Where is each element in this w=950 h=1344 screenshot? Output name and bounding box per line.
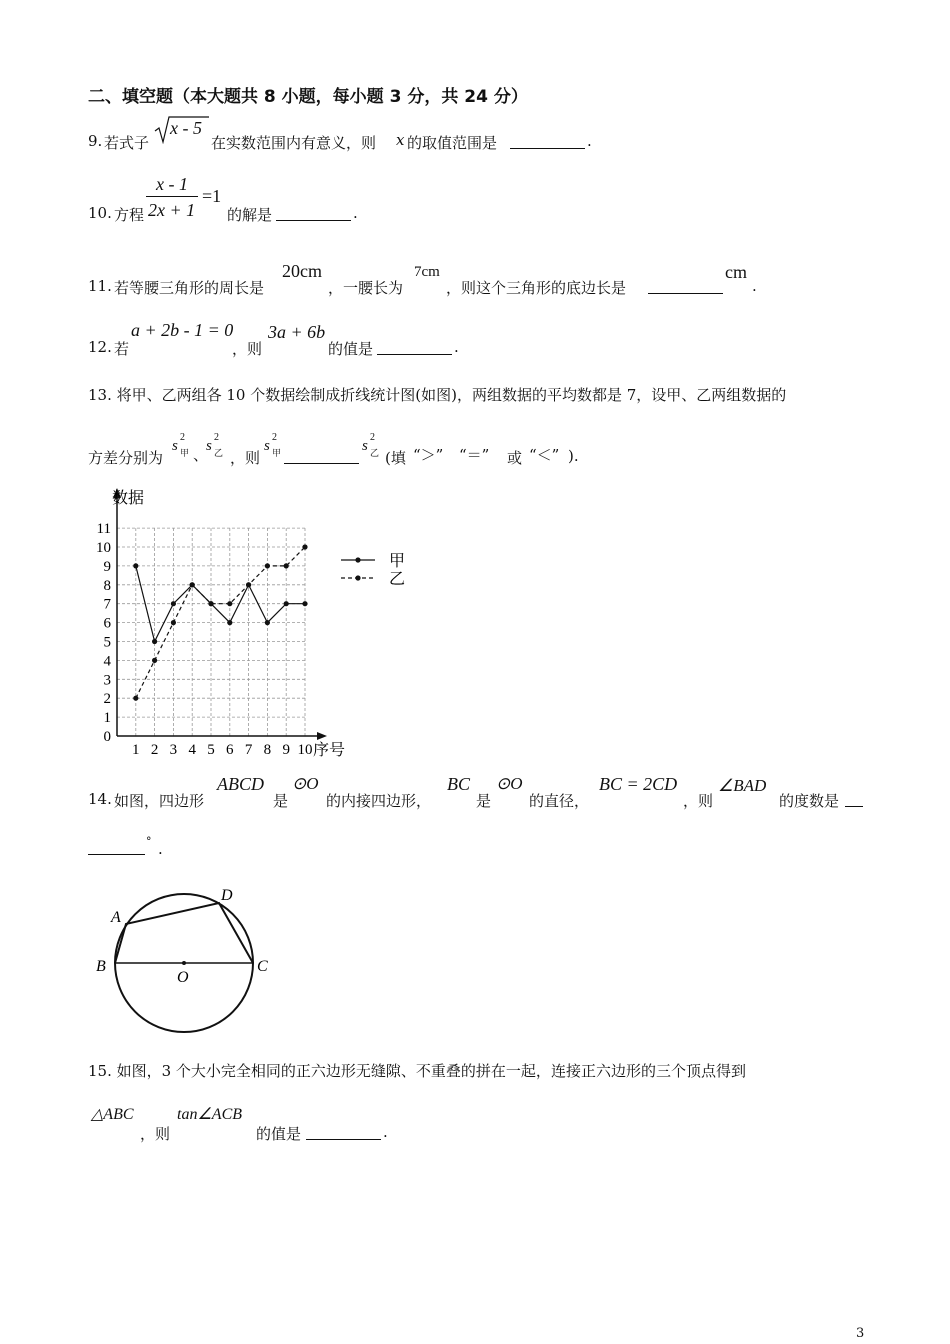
data-point-series-2: [302, 544, 307, 549]
q9-answer-blank[interactable]: [510, 134, 585, 149]
fraction-bar: [146, 196, 198, 197]
variance-jia-sup: 2: [180, 432, 185, 443]
label-d: D: [221, 887, 233, 904]
q13-post-fill: (填: [385, 449, 406, 467]
q14-degree: °: [146, 835, 152, 848]
q10-post: 的解是: [227, 206, 273, 224]
q13-line1: 13. 将甲、乙两组各 10 个数据绘制成折线统计图(如图)，两组数据的平均数都是 7，设甲、乙两组数据的: [88, 386, 787, 404]
q13-post-lt: “＜”: [529, 446, 560, 464]
data-point-series-1: [284, 601, 289, 606]
legend-marker-1: [355, 557, 360, 562]
q10-denominator: 2x + 1: [148, 200, 196, 220]
data-point-series-1: [133, 563, 138, 568]
q9-number: 9.: [88, 132, 103, 150]
q15-end: .: [383, 1123, 388, 1141]
y-tick-label: 0: [103, 729, 111, 745]
label-b: B: [96, 958, 106, 975]
x-tick-label: 4: [188, 742, 196, 758]
q15-triangle: △ABC: [91, 1106, 134, 1123]
q14-is2: 是: [476, 792, 492, 810]
legend-marker-2: [355, 575, 360, 580]
q12-pre: 若: [114, 340, 130, 358]
y-tick-label: 1: [103, 710, 111, 727]
page-number: 3: [856, 1326, 865, 1341]
q13-answer-blank[interactable]: [284, 449, 359, 464]
y-tick-label: 9: [103, 558, 111, 575]
q14-answer-blank-part2[interactable]: [88, 840, 145, 855]
q11-end: .: [752, 277, 757, 295]
variance-yi-sub: 乙: [214, 449, 224, 459]
variance-jia-sup-2: 2: [272, 432, 277, 443]
y-tick-label: 11: [96, 521, 111, 538]
data-point-series-1: [227, 620, 232, 625]
data-point-series-2: [152, 658, 157, 663]
q15-tan: tan∠ACB: [177, 1106, 243, 1123]
quadrilateral-abcd: [115, 903, 253, 963]
data-point-series-2: [190, 582, 195, 587]
q9-pre: 若式子: [104, 134, 150, 152]
q9-end: .: [587, 132, 592, 150]
legend-label-2: 乙: [389, 571, 406, 588]
q14-circle1: ⊙O: [292, 774, 319, 793]
q11-leg: 7cm: [414, 264, 440, 280]
q11-post: ，则这个三角形的底边长是: [446, 279, 627, 297]
q11-answer-blank[interactable]: [648, 279, 723, 294]
y-tick-label: 8: [103, 577, 111, 594]
x-tick-label: 10: [297, 742, 313, 758]
data-point-series-1: [171, 601, 176, 606]
y-tick-label: 2: [103, 691, 111, 708]
data-point-series-1: [152, 639, 157, 644]
q12-answer-blank[interactable]: [377, 340, 452, 355]
q14-condition: BC = 2CD: [599, 774, 678, 794]
line-chart: [85, 484, 425, 764]
q14-mid3: ，则: [683, 792, 714, 810]
x-tick-label: 5: [207, 742, 215, 758]
center-point: [182, 961, 186, 965]
q13-pre: 方差分别为: [88, 449, 164, 467]
q13-post-eq: “＝”: [459, 446, 490, 464]
label-o: O: [177, 969, 189, 986]
label-c: C: [257, 958, 268, 975]
q12-mid: ，则: [232, 340, 263, 358]
q14-number: 14.: [88, 790, 112, 808]
variance-jia-s: s: [172, 438, 178, 454]
data-point-series-2: [208, 601, 213, 606]
q13-sep: 、: [193, 446, 209, 464]
q14-answer-blank-part1[interactable]: [845, 792, 863, 807]
data-point-series-2: [133, 696, 138, 701]
q13-post-end: ).: [568, 447, 579, 465]
circle-figure: [90, 878, 290, 1038]
q12-condition: a + 2b - 1 = 0: [131, 320, 234, 340]
q12-number: 12.: [88, 338, 112, 356]
q12-expression: 3a + 6b: [268, 322, 326, 342]
q15-answer-blank[interactable]: [306, 1125, 381, 1140]
q9-radicand: x - 5: [170, 118, 202, 138]
q10-eq: =1: [202, 186, 222, 206]
q13-post-or: 或: [507, 449, 523, 467]
x-tick-label: 1: [132, 742, 140, 758]
data-point-series-2: [246, 582, 251, 587]
q15-mid: ，则: [140, 1125, 171, 1143]
y-tick-label: 5: [103, 634, 111, 651]
x-axis-arrow: [317, 732, 327, 740]
data-point-series-1: [265, 620, 270, 625]
q10-end: .: [353, 204, 358, 222]
q14-post: 的度数是: [779, 792, 840, 810]
q11-mid: ，一腰长为: [328, 279, 404, 297]
data-point-series-2: [171, 620, 176, 625]
q10-number: 10.: [88, 204, 112, 222]
variance-yi-sub-2: 乙: [370, 449, 380, 459]
q11-number: 11.: [88, 277, 112, 295]
label-a: A: [111, 909, 121, 926]
x-tick-label: 8: [263, 742, 272, 758]
variance-yi-s: s: [206, 438, 212, 454]
legend-label-1: 甲: [389, 553, 406, 570]
q14-quad: ABCD: [217, 774, 264, 794]
y-tick-label: 7: [103, 596, 111, 613]
variance-yi-sup-2: 2: [370, 432, 375, 443]
y-axis-label: 数据: [112, 490, 145, 507]
x-tick-label: 3: [169, 742, 178, 758]
q10-answer-blank[interactable]: [276, 206, 351, 221]
q13-mid: ，则: [230, 449, 261, 467]
y-tick-label: 3: [103, 672, 111, 689]
q12-end: .: [454, 338, 459, 356]
variance-jia-sub-2: 甲: [272, 449, 282, 459]
q14-end: .: [158, 840, 163, 858]
section-heading: 二、填空题（本大题共 8 小题，每小题 3 分，共 24 分）: [88, 87, 528, 107]
q9-var: x: [396, 131, 405, 149]
q9-post: 的取值范围是: [407, 134, 498, 152]
data-point-series-2: [265, 563, 270, 568]
q11-perimeter: 20cm: [282, 261, 322, 281]
x-axis-label: 序号: [313, 742, 346, 759]
q14-angle: ∠BAD: [718, 776, 767, 795]
variance-yi-s-2: s: [362, 438, 368, 454]
q11-pre: 若等腰三角形的周长是: [114, 279, 265, 297]
variance-jia-sub: 甲: [180, 449, 190, 459]
data-point-series-2: [227, 601, 232, 606]
x-tick-label: 6: [226, 742, 234, 758]
y-tick-label: 6: [103, 615, 111, 632]
q15-post: 的值是: [256, 1125, 302, 1143]
y-tick-label: 4: [103, 653, 111, 670]
q15-line1: 15. 如图，3 个大小完全相同的正六边形无缝隙、不重叠的拼在一起，连接正六边形的三个顶点得到: [88, 1062, 746, 1080]
q14-is: 是: [273, 792, 289, 810]
x-tick-label: 2: [150, 742, 159, 758]
variance-yi-sup: 2: [214, 432, 219, 443]
x-tick-label: 9: [282, 742, 290, 758]
data-point-series-2: [284, 563, 289, 568]
q11-unit: cm: [725, 262, 747, 282]
q14-mid2: 的直径，: [529, 792, 590, 810]
q10-numerator: x - 1: [156, 174, 188, 194]
q9-mid: 在实数范围内有意义，则: [211, 134, 377, 152]
data-point-series-1: [302, 601, 307, 606]
q14-pre: 如图，四边形: [114, 792, 205, 810]
q14-bc: BC: [447, 774, 471, 794]
q13-post-gt: “＞”: [413, 446, 444, 464]
variance-jia-s-2: s: [264, 438, 270, 454]
q12-post: 的值是: [328, 340, 374, 358]
q14-circle2: ⊙O: [496, 774, 523, 793]
q10-pre: 方程: [114, 206, 145, 224]
q14-mid1: 的内接四边形，: [326, 792, 432, 810]
y-tick-label: 10: [96, 540, 111, 556]
x-tick-label: 7: [244, 742, 253, 758]
